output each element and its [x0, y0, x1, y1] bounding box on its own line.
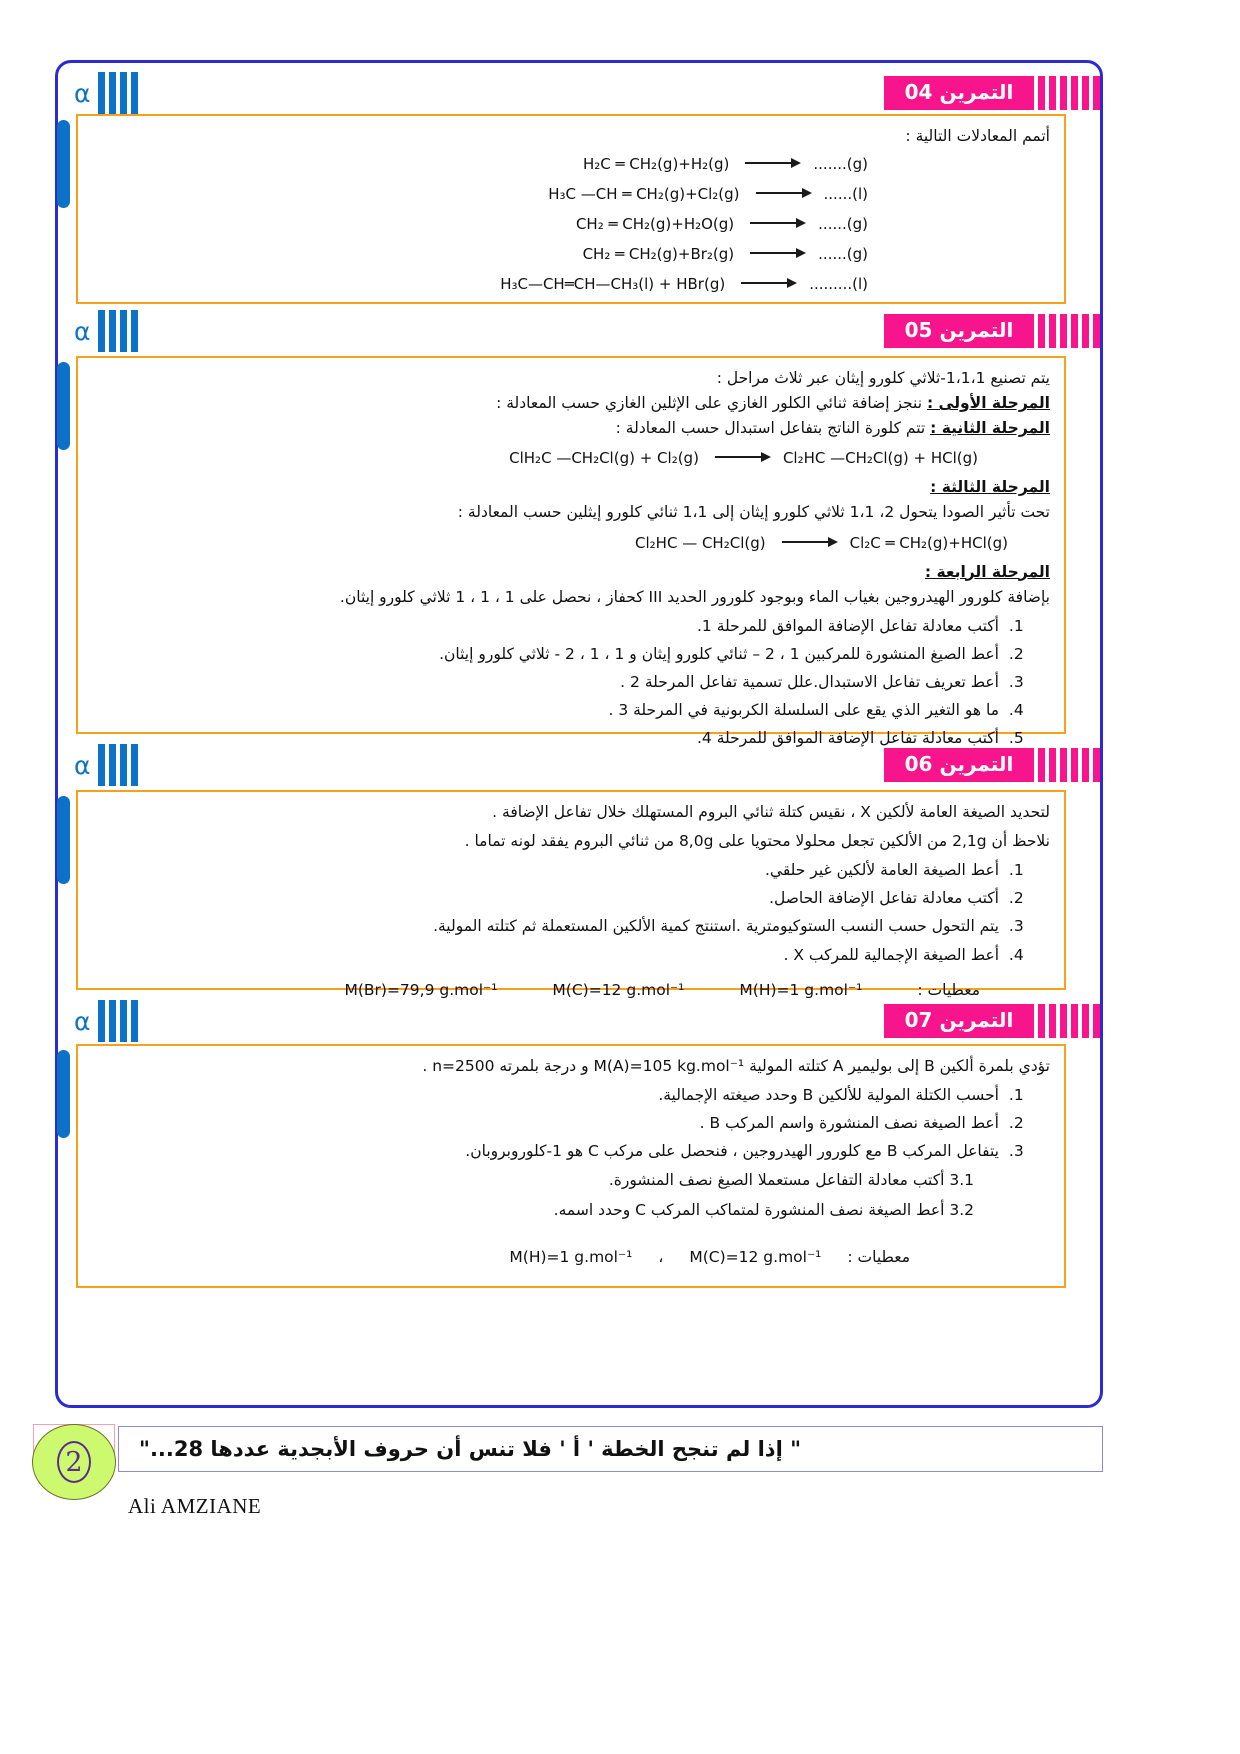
- chemical-equation: [92, 179, 1050, 209]
- reaction-arrow-icon: [741, 277, 797, 289]
- blue-stripes-icon: [98, 310, 142, 352]
- equation-rhs: Cl₂HC —CH₂Cl(g) + HCl(g): [782, 449, 978, 468]
- equation-lhs: CH₂ ═ CH₂(g)+Br₂(g): [582, 245, 735, 264]
- reaction-arrow-icon: [750, 247, 806, 259]
- question-item: 1. أكتب معادلة تفاعل الإضافة الموافق للمرحلة 1.: [92, 614, 1004, 639]
- stage-2-text: تتم كلورة الناتج بتفاعل استبدال حسب المعادلة :: [615, 419, 931, 438]
- page-number-badge: [32, 1424, 116, 1500]
- stage-4-text: بإضافة كلورور الهيدروجين بغياب الماء وبوجود كلورور الحديد III كحفاز ، نحصل على 1 ، 1 ، 1 ثلاثي كلورو إيثان.: [339, 587, 1050, 606]
- subquestion-3-1: 3.1 أكتب معادلة التفاعل مستعملا الصيغ نصف المنشورة.: [608, 1171, 974, 1190]
- exercise-04-box: [76, 114, 1066, 304]
- footer-quote-box: [118, 1426, 1103, 1472]
- blue-accent-bar: [57, 1050, 70, 1138]
- question-item: 3. أعط تعريف تفاعل الاستبدال.علل تسمية تفاعل المرحلة 2 .: [92, 670, 1004, 695]
- exercise-04-title: التمرين 04: [884, 76, 1034, 110]
- blue-stripes-icon: [98, 744, 142, 786]
- equation-lhs: ClH₂C —CH₂Cl(g) + Cl₂(g): [509, 449, 699, 468]
- molar-mass-C: M(C)=12 g.mol⁻¹: [689, 1247, 822, 1266]
- question-item: 1. أحسب الكتلة المولية للألكين B وحدد صيغته الإجمالية.: [92, 1083, 1004, 1108]
- footer-quote-text: " إذا لم تنجح الخطة ' أ ' فلا تنس أن حروف الأبجدية عددها 28...": [139, 1437, 802, 1461]
- question-item: 2. أعط الصيغ المنشورة للمركبين 1 ، 2 – ثنائي كلورو إيثان و 1 ، 1 ، 2 - ثلاثي كلورو إيثان.: [92, 642, 1004, 667]
- exercise-07-header: [62, 1002, 1100, 1040]
- exercise-05-box: [76, 356, 1066, 748]
- exercise-06-header: [62, 746, 1100, 784]
- equation-lhs: H₃C—CH═CH—CH₃(l) + HBr(g): [500, 275, 726, 294]
- exercise-06-title: التمرين 06: [884, 748, 1034, 782]
- alpha-symbol: α: [74, 316, 91, 346]
- molar-mass-C: M(C)=12 g.mol⁻¹: [552, 980, 685, 999]
- exercise-04-intro: أتمم المعادلات التالية :: [905, 127, 1050, 145]
- exercise-05-title: التمرين 05: [884, 314, 1034, 348]
- stage-2-label: المرحلة الثانية :: [930, 419, 1050, 438]
- exercise-04-header: [62, 74, 1100, 112]
- chemical-equation: [92, 209, 1050, 239]
- equation-lhs: Cl₂HC — CH₂Cl(g): [635, 533, 766, 552]
- chemical-equation: [92, 526, 1050, 560]
- reaction-arrow-icon: [756, 187, 812, 199]
- stage-1-line: [92, 391, 1050, 416]
- question-item: 3. يتفاعل المركب B مع كلورور الهيدروجين ، فنحصل على مركب C هو 1-كلوروبروبان.: [92, 1139, 1004, 1164]
- question-item: 2. أعط الصيغة نصف المنشورة واسم المركب B .: [92, 1111, 1004, 1136]
- exercise-07-data-row: [92, 1245, 1050, 1270]
- exercise-07-box: [76, 1044, 1066, 1288]
- question-item: 3. يتم التحول حسب النسب الستوكيومترية .استنتج كمية الألكين المستعملة ثم كتلته المولية.: [92, 914, 1004, 939]
- question-item: 4. ما هو التغير الذي يقع على السلسلة الكربونية في المرحلة 3 .: [92, 698, 1004, 723]
- equation-rhs: ......(g): [818, 245, 868, 264]
- data-label: معطيات :: [847, 1247, 910, 1266]
- pink-stripes-icon: [1034, 76, 1100, 110]
- chemical-equation: [92, 239, 1050, 269]
- stage-3-label-line: [92, 475, 1050, 500]
- reaction-arrow-icon: [745, 157, 801, 169]
- stage-1-label: المرحلة الأولى :: [926, 394, 1050, 413]
- equation-lhs: H₂C ═ CH₂(g)+H₂(g): [582, 155, 730, 174]
- blue-accent-bar: [57, 796, 70, 884]
- stage-3-text: تحت تأثير الصودا يتحول 2، 1،1 ثلاثي كلورو إيثان إلى 1،1 ثنائي كلورو إيثلين حسب المعادلة :: [457, 503, 1050, 522]
- equation-rhs: ......(g): [818, 215, 868, 234]
- stage-4-label-line: [92, 560, 1050, 585]
- author-name: Ali AMZIANE: [128, 1494, 262, 1518]
- exercise-06-data-row: [92, 978, 1050, 1003]
- chemical-equation: [92, 441, 1050, 475]
- question-item: 1. أعط الصيغة العامة لألكين غير حلقي.: [92, 858, 1004, 883]
- exercise-05-header: [62, 312, 1100, 350]
- alpha-symbol: α: [74, 750, 91, 780]
- stage-3-label: المرحلة الثالثة :: [930, 478, 1050, 497]
- pink-stripes-icon: [1034, 314, 1100, 348]
- data-separator: ،: [658, 1247, 664, 1266]
- equation-lhs: H₃C —CH ═ CH₂(g)+Cl₂(g): [548, 185, 740, 204]
- exercise-07-intro: تؤدي بلمرة ألكين B إلى بوليمير A كتلته المولية M(A)=105 kg.mol⁻¹ و درجة بلمرته n=2500 .: [422, 1057, 1050, 1075]
- molar-mass-H: M(H)=1 g.mol⁻¹: [739, 980, 863, 999]
- blue-stripes-icon: [98, 1000, 142, 1042]
- question-item: 4. أعط الصيغة الإجمالية للمركب X .: [92, 943, 1004, 968]
- equation-lhs: CH₂ ═ CH₂(g)+H₂O(g): [575, 215, 735, 234]
- exercise-05-questions: [92, 614, 1050, 752]
- exercise-06-intro-1: لتحديد الصيغة العامة لألكين X ، نقيس كتلة ثنائي البروم المستهلك خلال تفاعل الإضافة .: [492, 803, 1050, 821]
- equation-rhs: Cl₂C ═ CH₂(g)+HCl(g): [849, 533, 1008, 552]
- data-label: معطيات :: [917, 980, 980, 999]
- equation-rhs: ......(l): [823, 185, 868, 204]
- pink-stripes-icon: [1034, 748, 1100, 782]
- question-item: 5. أكتب معادلة تفاعل الإضافة الموافق للمرحلة 4.: [92, 726, 1004, 751]
- blue-accent-bar: [57, 120, 70, 208]
- exercise-07-questions: [92, 1083, 1050, 1164]
- stage-4-label: المرحلة الرابعة :: [924, 562, 1050, 581]
- exercise-06-intro-2: نلاحظ أن 2,1g من الألكين تجعل محلولا محتويا على 8,0g من ثنائي البروم يفقد لونه تماما .: [464, 832, 1050, 851]
- stage-2-line: [92, 416, 1050, 441]
- stage-1-text: ننجز إضافة ثنائي الكلور الغازي على الإثلين الغازي حسب المعادلة :: [496, 394, 927, 413]
- exercise-06-box: [76, 790, 1066, 999]
- chemical-equation: [92, 269, 1050, 299]
- exercise-05-intro: يتم تصنيع 1،1،1-ثلاثي كلورو إيثان عبر ثلاث مراحل :: [716, 369, 1050, 387]
- equation-rhs: .........(l): [809, 275, 868, 294]
- blue-accent-bar: [57, 362, 70, 450]
- reaction-arrow-icon: [750, 217, 806, 229]
- reaction-arrow-icon: [782, 536, 838, 548]
- page-number: 2: [57, 1441, 91, 1483]
- molar-mass-Br: M(Br)=79,9 g.mol⁻¹: [344, 980, 498, 999]
- question-item: 2. أكتب معادلة تفاعل الإضافة الحاصل.: [92, 886, 1004, 911]
- blue-stripes-icon: [98, 72, 142, 114]
- pink-stripes-icon: [1034, 1004, 1100, 1038]
- alpha-symbol: α: [74, 1006, 91, 1036]
- chemical-equation: [92, 149, 1050, 179]
- reaction-arrow-icon: [715, 451, 771, 463]
- exercise-07-title: التمرين 07: [884, 1004, 1034, 1038]
- subquestion-3-2: 3.2 أعط الصيغة نصف المنشورة لمتماكب المركب C وحدد اسمه.: [553, 1200, 974, 1219]
- alpha-symbol: α: [74, 78, 91, 108]
- molar-mass-H: M(H)=1 g.mol⁻¹: [509, 1247, 633, 1266]
- exercise-06-questions: [92, 858, 1050, 967]
- equation-rhs: .......(g): [813, 155, 868, 174]
